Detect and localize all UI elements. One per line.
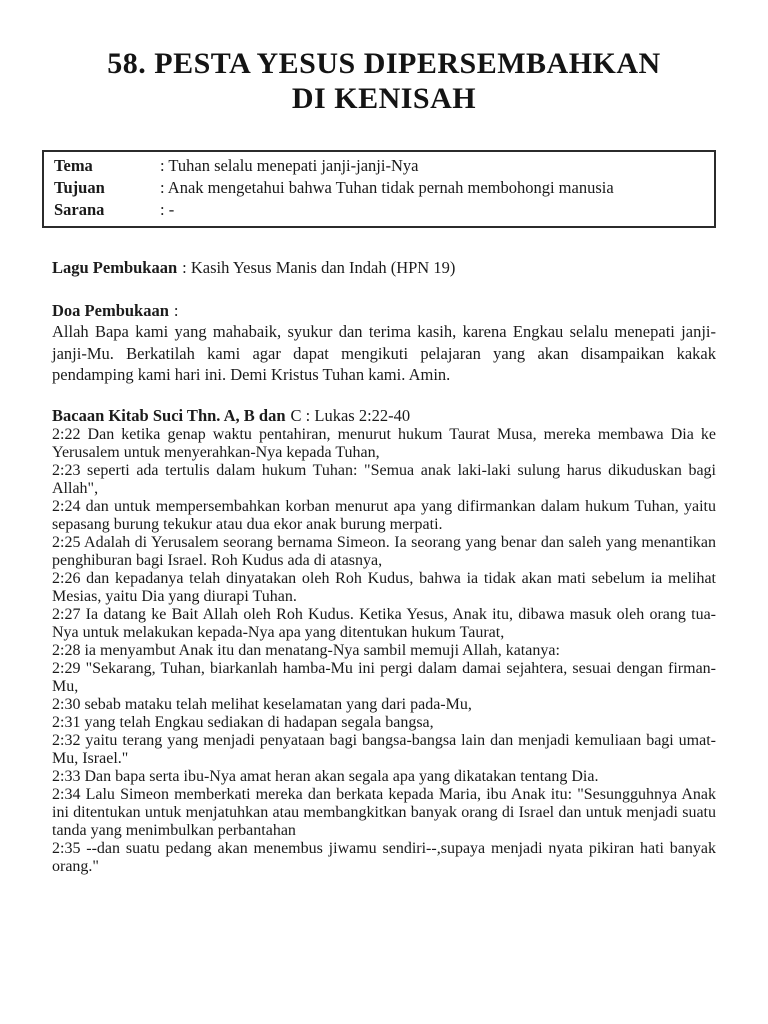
- info-value-sarana: : -: [160, 200, 175, 219]
- opening-prayer-label: Doa Pembukaan: [52, 300, 169, 320]
- scripture-verses: [52, 426, 716, 876]
- opening-prayer-text: Allah Bapa kami yang mahabaik, syukur dan terima kasih, karena Engkau selalu menepati janji-janji-Mu. Berkatilah kami agar dapat mengikuti pelajaran yang akan disampaikan kakak pendamping kami hari ini. Demi Kristus Tuhan kami. Amin.: [52, 322, 716, 384]
- info-label-tema: Tema: [54, 156, 93, 175]
- verse-2-30: 2:30 sebab mataku telah melihat keselamatan yang dari pada-Mu,: [52, 696, 472, 713]
- page-title: [52, 46, 716, 116]
- page-title-line-1: 58. PESTA YESUS DIPERSEMBAHKAN: [107, 47, 661, 80]
- opening-prayer-heading: [52, 300, 716, 322]
- verse-2-31: 2:31 yang telah Engkau sediakan di hadapan segala bangsa,: [52, 714, 434, 731]
- opening-song-line: [52, 257, 716, 279]
- verse-2-34: 2:34 Lalu Simeon memberkati mereka dan berkata kepada Maria, ibu Anak itu: "Sesungguhnya Anak ini ditentukan untuk menjatuhkan atau membangkitkan banyak orang di Israel dan untuk menjadi suatu tanda yang menimbulkan perbantahan: [52, 786, 716, 839]
- verse-2-27: 2:27 Ia datang ke Bait Allah oleh Roh Kudus. Ketika Yesus, Anak itu, dibawa masuk oleh orang tua-Nya untuk melakukan kepada-Nya apa yang ditentukan hukum Taurat,: [52, 606, 716, 641]
- theme-info-box: [42, 150, 716, 228]
- verse-2-22: 2:22 Dan ketika genap waktu pentahiran, menurut hukum Taurat Musa, mereka membawa Dia ke Yerusalem untuk menyerahkan-Nya kepada Tuhan,: [52, 426, 716, 461]
- opening-song-value: : Kasih Yesus Manis dan Indah (HPN 19): [182, 258, 456, 277]
- info-value-tema: : Tuhan selalu menepati janji-janji-Nya: [160, 156, 419, 175]
- verse-2-29: 2:29 "Sekarang, Tuhan, biarkanlah hamba-Mu ini pergi dalam damai sejahtera, sesuai dengan firman-Mu,: [52, 660, 716, 695]
- opening-song-label: Lagu Pembukaan: [52, 258, 178, 277]
- info-label-tujuan: Tujuan: [54, 178, 105, 197]
- verse-2-28: 2:28 ia menyambut Anak itu dan menatang-Nya sambil memuji Allah, katanya:: [52, 642, 560, 659]
- verse-2-32: 2:32 yaitu terang yang menjadi penyataan bagi bangsa-bangsa lain dan menjadi kemuliaan bagi umat-Mu, Israel.": [52, 732, 716, 767]
- scripture-reading-reference: C : Lukas 2:22-40: [290, 405, 411, 425]
- verse-2-23: 2:23 seperti ada tertulis dalam hukum Tuhan: "Semua anak laki-laki sulung harus dikuduskan bagi Allah",: [52, 462, 716, 497]
- info-row-tujuan: [54, 177, 708, 199]
- verse-2-26: 2:26 dan kepadanya telah dinyatakan oleh Roh Kudus, bahwa ia tidak akan mati sebelum ia melihat Mesias, yaitu Dia yang diurapi Tuhan.: [52, 570, 716, 605]
- info-value-tujuan: : Anak mengetahui bahwa Tuhan tidak pernah membohongi manusia: [160, 178, 614, 197]
- opening-prayer-separator: :: [173, 300, 179, 320]
- info-row-tema: [54, 155, 708, 177]
- verse-2-33: 2:33 Dan bapa serta ibu-Nya amat heran akan segala apa yang dikatakan tentang Dia.: [52, 768, 599, 785]
- scripture-reading-label: Bacaan Kitab Suci Thn. A, B dan: [52, 405, 286, 425]
- info-row-sarana: [54, 199, 708, 221]
- info-label-sarana: Sarana: [54, 200, 105, 219]
- scripture-reading-heading: [52, 405, 716, 427]
- verse-2-35: 2:35 --dan suatu pedang akan menembus jiwamu sendiri--,supaya menjadi nyata pikiran hati banyak orang.": [52, 840, 716, 875]
- verse-2-24: 2:24 dan untuk mempersembahkan korban menurut apa yang difirmankan dalam hukum Tuhan, yaitu sepasang burung tekukur atau dua ekor anak burung merpati.: [52, 498, 716, 533]
- page-title-line-2: DI KENISAH: [291, 82, 477, 115]
- verse-2-25: 2:25 Adalah di Yerusalem seorang bernama Simeon. Ia seorang yang benar dan saleh yang menantikan penghiburan bagi Israel. Roh Kudus ada di atasnya,: [52, 534, 716, 569]
